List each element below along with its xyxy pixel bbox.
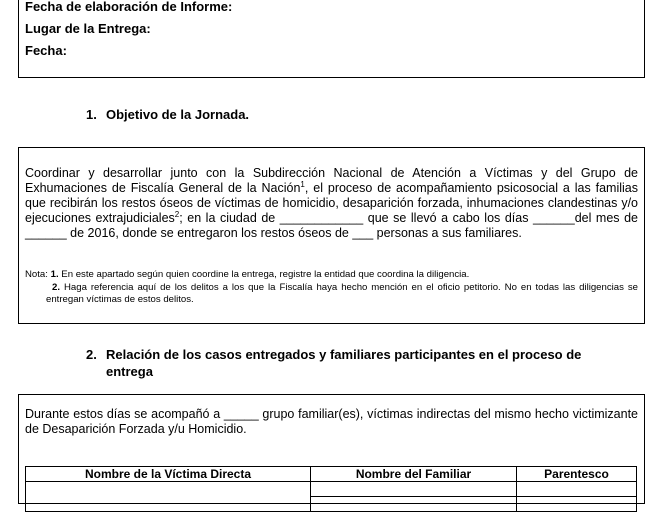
cell-nombre-familiar[interactable]: [311, 482, 517, 497]
relacion-paragraph: Durante estos días se acompañó a _____ grupo familiar(es), víctimas indirectas del mismo hecho victimizante de Desaparición Forzada y/u Homicidio.: [25, 407, 638, 436]
objetivo-text-part1: Coordinar y desarrollar junto con la Subdirección Nacional de Atención a Víctimas y del Grupo de Exhumaciones de Fiscalía General de la Nación: [25, 166, 638, 195]
lugar-entrega-label: Lugar de la Entrega:: [25, 21, 151, 36]
col-nombre-familiar: Nombre del Familiar: [311, 467, 517, 482]
nota-2: [46, 282, 638, 305]
cell-victima-directa[interactable]: [26, 482, 311, 512]
table-header-row: [26, 467, 637, 482]
objetivo-paragraph: [25, 166, 638, 241]
cell-nombre-familiar[interactable]: [311, 497, 517, 512]
footnote-ref-1: 1: [300, 179, 305, 189]
objetivo-text-part3: ; en la ciudad de ____________ que se llevó a cabo los días ______del mes de ______ de 2016, donde se entregaron los restos óseos de ___ personas a sus familiares.: [25, 211, 638, 240]
footnote-ref-2: 2: [174, 209, 180, 219]
table-row: [26, 482, 637, 497]
col-victima-directa: Nombre de la Víctima Directa: [26, 467, 311, 482]
fecha-elaboracion-label: Fecha de elaboración de Informe:: [25, 0, 233, 14]
section1-number: 1.: [86, 107, 97, 122]
nota-1-text: En este apartado según quien coordine la entrega, registre la entidad que coordina la diligencia.: [58, 269, 470, 280]
section2-number: 2.: [86, 347, 97, 362]
nota-label: Nota:: [25, 269, 48, 280]
section2-heading: [86, 346, 606, 380]
cell-parentesco[interactable]: [517, 482, 637, 497]
section1-title: Objetivo de la Jornada.: [106, 107, 250, 122]
nota-1-number: 1.: [50, 269, 59, 280]
fecha-label: Fecha:: [25, 43, 67, 58]
section1-heading: [86, 107, 249, 122]
nota-2-number: 2.: [52, 282, 61, 293]
nota-2-text: Haga referencia aquí de los delitos a los que la Fiscalía haya hecho mención en el oficio petitorio. No en todas las diligencias se entregan víctimas de estos delitos.: [46, 282, 638, 305]
victims-table: [25, 466, 637, 512]
objetivo-text-part2: , el proceso de acompañamiento psicosocial a las familias que recibirán los restos óseos de víctimas de homicidio, desaparición forzada, inhumaciones clandestinas y/o ejecuciones extrajudiciales: [25, 181, 638, 225]
section2-title: Relación de los casos entregados y familiares participantes en el proceso de entrega: [106, 347, 582, 379]
cell-parentesco[interactable]: [517, 497, 637, 512]
nota-1: [25, 269, 638, 281]
col-parentesco: Parentesco: [517, 467, 637, 482]
